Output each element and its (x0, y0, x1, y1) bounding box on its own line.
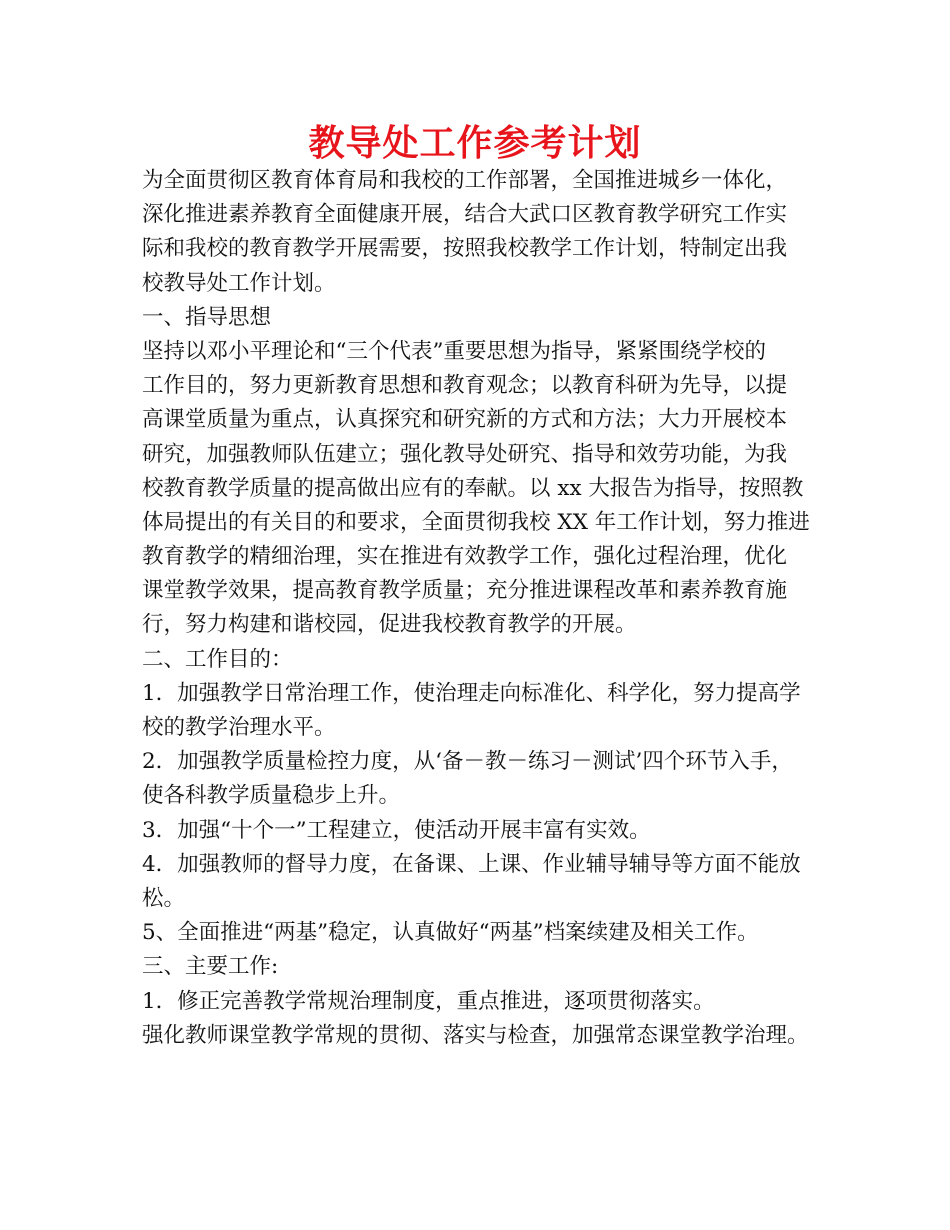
list-item: 2．加强教学质量检控力度，从‘备－教－练习－测试’四个环节入手， (142, 749, 793, 775)
list-item: 3．加强“十个一”工程建立，使活动开展丰富有实效。 (142, 817, 651, 843)
body-line: 研究，加强教师队伍建立；强化教导处研究、指导和效劳功能，为我 (142, 441, 788, 467)
list-item-continuation: 校的教学治理水平。 (142, 715, 336, 740)
section-heading-main-work: 三、主要工作: (142, 954, 279, 980)
list-item-continuation: 松。 (142, 885, 186, 911)
body-line: 际和我校的教育教学开展需要，按照我校教学工作计划，特制定出我 (142, 236, 788, 262)
list-item: 5、全面推进“两基”稳定，认真做好“两基”档案续建及相关工作。 (142, 920, 759, 946)
body-line: 坚持以邓小平理论和“三个代表”重要思想为指导，紧紧围绕学校的 (142, 338, 766, 364)
list-item: 4．加强教师的督导力度，在备课、上课、作业辅导辅导等方面不能放 (142, 851, 801, 877)
body-line: 校教育教学质量的提高做出应有的奉献。以 xx 大报告为指导，按照教 (142, 475, 804, 501)
section-heading-guiding-ideology: 一、指导思想 (142, 304, 272, 330)
document-title: 教导处工作参考计划 (308, 123, 642, 164)
body-line: 强化教师课堂教学常规的贯彻、落实与检查，加强常态课堂教学治理。 (142, 1022, 809, 1048)
body-line: 课堂教学效果，提高教育教学质量；充分推进课程改革和素养教育施 (142, 578, 788, 604)
body-line: 工作目的，努力更新教育思想和教育观念；以教育科研为先导，以提 (142, 373, 788, 399)
body-line: 高课堂质量为重点，认真探究和研究新的方式和方法；大力开展校本 (142, 407, 788, 433)
list-item: 1．修正完善教学常规治理制度，重点推进，逐项贯彻落实。 (142, 988, 715, 1014)
list-item-continuation: 使各科教学质量稳步上升。 (142, 783, 401, 809)
body-line: 校教导处工作计划。 (142, 270, 336, 296)
body-line: 深化推进素养教育全面健康开展，结合大武口区教育教学研究工作实 (142, 202, 788, 228)
body-line: 行，努力构建和谐校园，促进我校教育教学的开展。 (142, 612, 637, 638)
body-line: 教育教学的精细治理，实在推进有效教学工作，强化过程治理，优化 (142, 544, 788, 570)
list-item: 1．加强教学日常治理工作，使治理走向标准化、科学化，努力提高学 (142, 680, 801, 706)
section-heading-work-goals: 二、工作目的： (142, 646, 293, 672)
body-line: 为全面贯彻区教育体育局和我校的工作部署，全国推进城乡一体化， (142, 168, 788, 193)
body-line: 体局提出的有关目的和要求，全面贯彻我校 XX 年工作计划，努力推进 (142, 509, 810, 535)
document-body (142, 164, 822, 1053)
